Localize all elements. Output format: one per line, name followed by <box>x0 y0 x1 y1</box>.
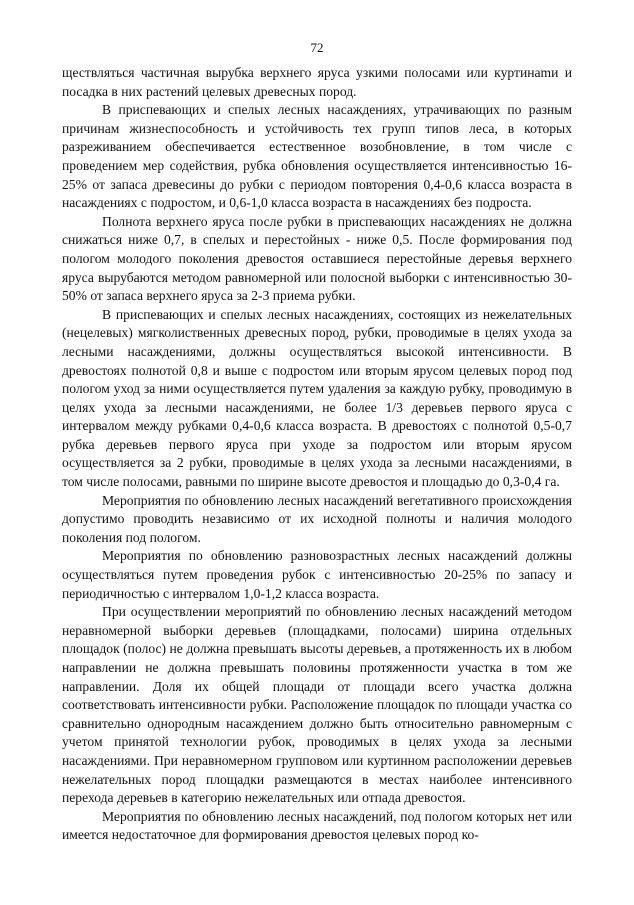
paragraph-renewal-felling-intensity: В приспевающих и спелых лесных насаждениях, утрачивающих по разным причинам жизнеспособность и устойчивость тех групп типов леса, в которых разреживанием обеспечивается естественное возобновление, в том числе с проведением мер содействия, рубка обновления осуществляется интенсивностью 16-25% от запаса древесины до рубки с периодом повторения 0,4-0,6 класса возраста в насаждениях с подростом, и 0,6-1,0 класса возраста в насаждениях без подроста. <box>62 102 572 211</box>
body-text <box>62 64 572 845</box>
paragraph-upper-tier-density: Полнота верхнего яруса после рубки в приспевающих насаждениях не должна снижаться ниже 0,7, в спелых и перестойных - ниже 0,5. После формирования под пологом молодого поколения древостоя оставшиеся перестойные деревья верхнего яруса вырубаются методом равномерной или полосной выборки с интенсивностью 30-50% от запаса верхнего яруса за 2-3 приема рубки. <box>62 213 572 304</box>
paragraph-insufficient-undergrowth: Мероприятия по обновлению лесных насаждений, под пологом которых нет или имеется недостаточное для формирования древостоя целевых пород ко- <box>62 808 572 843</box>
paragraph-uneven-aged-stands: Мероприятия по обновлению разновозрастных лесных насаждений должны осуществляться путем проведения рубок с интенсивностью 20-25% по запасу и периодичностью с интервалом 1,0-1,2 класса возраста. <box>62 548 572 601</box>
paragraph-uneven-selection-method: При осуществлении мероприятий по обновлению лесных насаждений методом неравномерной выборки деревьев (площадками, полосами) ширина отдельных площадок (полос) не должна превышать высоты деревьев, а протяженность их в любом направлении не должна превышать половины протяженности участка в том же направлении. Доля их общей площади от площади всего участка должна соответствовать интенсивности рубки. Расположение площадок по площади участка со сравнительно однородным насаждением должно быть относительно равномерным с учетом принятой технологии рубок, проводимых в целях ухода за лесными насаждениями. При неравномерном групповом или куртинном расположении деревьев нежелательных пород площадки размещаются в местах наиболее интенсивного перехода деревьев в категорию нежелательных или отпада древостоя. <box>62 604 572 806</box>
paragraph-vegetative-origin: Мероприятия по обновлению лесных насаждений вегетативного происхождения допустимо проводить независимо от их исходной полноты и наличия молодого поколения под пологом. <box>62 492 572 545</box>
page-number: 72 <box>310 40 324 55</box>
paragraph-continuation: ществляться частичная вырубка верхнего яруса узкими полосами или куртинаmи и посадка в них растений целевых древесных пород. <box>62 65 572 99</box>
paragraph-softwood-stands: В приспевающих и спелых лесных насаждениях, состоящих из нежелательных (нецелевых) мягколиственных древесных пород, рубки, проводимые в целях ухода за лесными насаждениями, должны осуществляться высокой интенсивности. В древостоях полнотой 0,8 и выше с подростом или вторым ярусом целевых пород под пологом уход за ними осуществляется путем удаления за каждую рубку, проводимую в целях ухода за лесными насаждениями, не более 1/3 деревьев первого яруса с интервалом между рубками 0,4-0,6 класса возраста. В древостоях с полнотой 0,5-0,7 рубка деревьев первого яруса при уходе за подростом или вторым ярусом осуществляется за 2 рубки, проводимые в целях ухода за лесными насаждениями, в том числе полосами, равными по ширине высоте древостоя и площадью до 0,3-0,4 га. <box>62 306 572 490</box>
